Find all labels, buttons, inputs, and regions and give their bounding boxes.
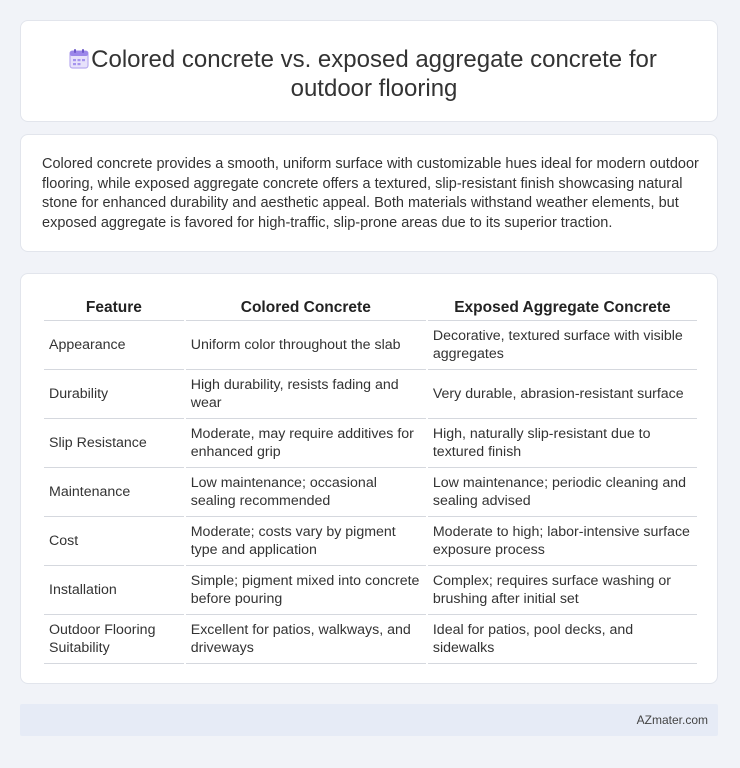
feature-cell: Durability (44, 370, 184, 419)
table-row (44, 468, 697, 517)
title-card (20, 20, 718, 122)
colored-cell: Excellent for patios, walkways, and driveways (186, 615, 426, 664)
summary-paragraph: Colored concrete provides a smooth, uniform surface with customizable hues ideal for modern outdoor flooring, while exposed aggregate concrete offers a textured, slip-resistant finish showcasing natural stone for enhanced durability and aesthetic appeal. Both materials withstand weather elements, but exposed aggregate is favored for high-traffic, slip-prone areas due to its superior traction. (42, 156, 699, 231)
feature-cell: Outdoor Flooring Suitability (44, 615, 184, 664)
feature-cell: Maintenance (44, 468, 184, 517)
table-row (44, 419, 697, 468)
header-exposed-aggregate: Exposed Aggregate Concrete (428, 296, 697, 321)
colored-cell: Low maintenance; occasional sealing recommended (186, 468, 426, 517)
comparison-table-card (20, 273, 718, 684)
colored-cell: Simple; pigment mixed into concrete before pouring (186, 566, 426, 615)
feature-cell: Installation (44, 566, 184, 615)
aggregate-cell: Ideal for patios, pool decks, and sidewalks (428, 615, 697, 664)
table-row (44, 615, 697, 664)
colored-cell: High durability, resists fading and wear (186, 370, 426, 419)
table-row (44, 321, 697, 370)
footer-brand[interactable]: AZmater.com (636, 713, 708, 727)
colored-cell: Moderate; costs vary by pigment type and application (186, 517, 426, 566)
colored-cell: Moderate, may require additives for enhanced grip (186, 419, 426, 468)
aggregate-cell: Very durable, abrasion-resistant surface (428, 370, 697, 419)
header-colored-concrete: Colored Concrete (186, 296, 426, 321)
aggregate-cell: Decorative, textured surface with visible aggregates (428, 321, 697, 370)
table-header-row (44, 296, 697, 321)
feature-cell: Cost (44, 517, 184, 566)
page-title: Colored concrete vs. exposed aggregate concrete for outdoor flooring (91, 46, 657, 102)
colored-cell: Uniform color throughout the slab (186, 321, 426, 370)
feature-cell: Appearance (44, 321, 184, 370)
aggregate-cell: Complex; requires surface washing or brushing after initial set (428, 566, 697, 615)
table-row (44, 370, 697, 419)
footer-bar (20, 704, 718, 736)
table-row (44, 566, 697, 615)
header-feature: Feature (44, 296, 184, 321)
table-row (44, 517, 697, 566)
aggregate-cell: Low maintenance; periodic cleaning and sealing advised (428, 468, 697, 517)
aggregate-cell: Moderate to high; labor-intensive surface exposure process (428, 517, 697, 566)
comparison-table (42, 296, 699, 664)
summary-card (20, 134, 718, 252)
feature-cell: Slip Resistance (44, 419, 184, 468)
aggregate-cell: High, naturally slip-resistant due to textured finish (428, 419, 697, 468)
